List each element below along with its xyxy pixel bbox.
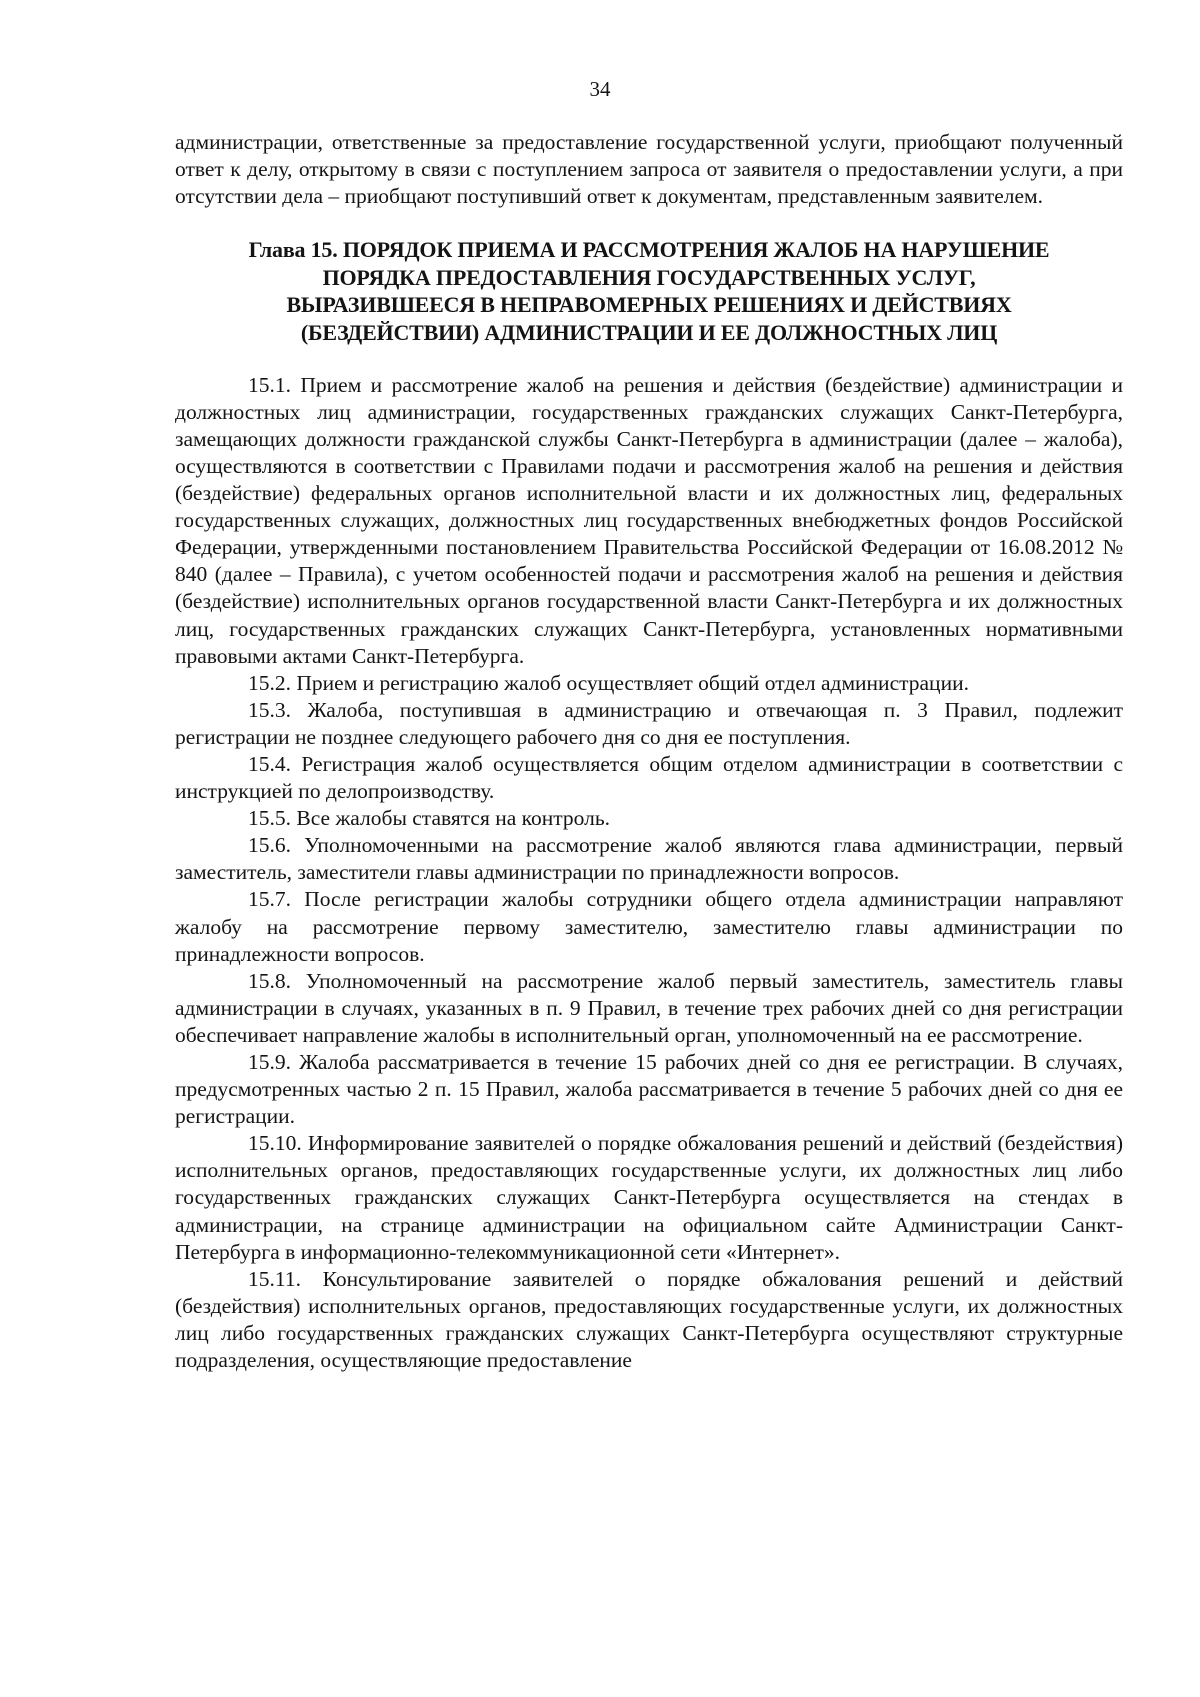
page-body <box>175 129 1123 1374</box>
chapter-title-line: Глава 15. ПОРЯДОК ПРИЕМА И РАССМОТРЕНИЯ ЖАЛОБ НА НАРУШЕНИЕ <box>248 237 1050 263</box>
paragraph-15-7: 15.7. После регистрации жалобы сотрудники общего отдела администрации направляют жалобу на рассмотрение первому заместителю, заместителю главы администрации по принадлежности вопросов. <box>175 887 1123 966</box>
paragraph-15-6: 15.6. Уполномоченными на рассмотрение жалоб являются глава администрации, первый заместитель, заместители главы администрации по принадлежности вопросов. <box>175 833 1123 885</box>
paragraph-15-2: 15.2. Прием и регистрацию жалоб осуществляет общий отдел администрации. <box>248 670 969 695</box>
paragraph-15-3: 15.3. Жалоба, поступившая в администрацию и отвечающая п. 3 Правил, подлежит регистрации не позднее следующего рабочего дня со дня ее поступления. <box>175 697 1123 749</box>
paragraph-15-9: 15.9. Жалоба рассматривается в течение 15 рабочих дней со дня ее регистрации. В случаях, предусмотренных частью 2 п. 15 Правил, жалоба рассматривается в течение 5 рабочих дней со дня ее регистрации. <box>175 1050 1123 1129</box>
chapter-title <box>175 236 1123 346</box>
paragraph-15-4: 15.4. Регистрация жалоб осуществляется общим отделом администрации в соответствии с инструкцией по делопроизводству. <box>175 751 1123 804</box>
chapter-title-line: ПОРЯДКА ПРЕДОСТАВЛЕНИЯ ГОСУДАРСТВЕННЫХ УСЛУГ, <box>322 264 976 290</box>
paragraph-15-8: 15.8. Уполномоченный на рассмотрение жалоб первый заместитель, заместитель главы администрации в случаях, указанных в п. 9 Правил, в течение трех рабочих дней со дня регистрации обеспечивает направление жалобы в исполнительный орган, уполномоченный на ее рассмотрение. <box>175 968 1123 1047</box>
paragraph-15-11: 15.11. Консультирование заявителей о порядке обжалования решений и действий (бездействия) исполнительных органов, предоставляющих государственные услуги, их должностных лиц либо государственных гражданских служащих Санкт-Петербурга осуществляют структурные подразделения, осуществляющие предоставление <box>175 1266 1123 1373</box>
paragraph-15-1: 15.1. Прием и рассмотрение жалоб на решения и действия (бездействие) администрации и должностных лиц администрации, государственных гражданских служащих Санкт-Петербурга, замещающих должности гражданской службы Санкт-Петербурга в администрации (далее – жалоба), осуществляются в соответствии с Правилами подачи и рассмотрения жалоб на решения и действия (бездействие) федеральных органов исполнительной власти и их должностных лиц, федеральных государственных служащих, должностных лиц государственных внебюджетных фондов Российской Федерации, утвержденными постановлением Правительства Российской Федерации от 16.08.2012 № 840 (далее – Правила), с учетом особенностей подачи и рассмотрения жалоб на решения и действия (бездействие) исполнительных органов государственной власти Санкт-Петербурга и их должностных лиц, государственных гражданских служащих Санкт-Петербурга, установленных нормативными правовыми актами Санкт-Петербурга. <box>175 372 1123 668</box>
paragraph-15-10: 15.10. Информирование заявителей о порядке обжалования решений и действий (бездействия) исполнительных органов, предоставляющих государственные услуги, их должностных лиц либо государственных гражданских служащих Санкт-Петербурга осуществляется на стендах в администрации, на странице администрации на официальном сайте Администрации Санкт-Петербурга в информационно-телекоммуникационной сети «Интернет». <box>175 1131 1123 1264</box>
page-number: 34 <box>589 77 611 101</box>
chapter-title-line: (БЕЗДЕЙСТВИИ) АДМИНИСТРАЦИИ И ЕЕ ДОЛЖНОСТНЫХ ЛИЦ <box>300 320 998 346</box>
chapter-title-line: ВЫРАЗИВШЕЕСЯ В НЕПРАВОМЕРНЫХ РЕШЕНИЯХ И ДЕЙСТВИЯХ <box>286 292 1012 318</box>
paragraph-15-5: 15.5. Все жалобы ставятся на контроль. <box>248 806 611 831</box>
intro-paragraph: администрации, ответственные за предоставление государственной услуги, приобщают полученный ответ к делу, открытому в связи с поступлением запроса от заявителя о предоставлении услуги, а при отсутствии дела – приобщают поступивший ответ к документам, представленным заявителем. <box>175 130 1123 209</box>
